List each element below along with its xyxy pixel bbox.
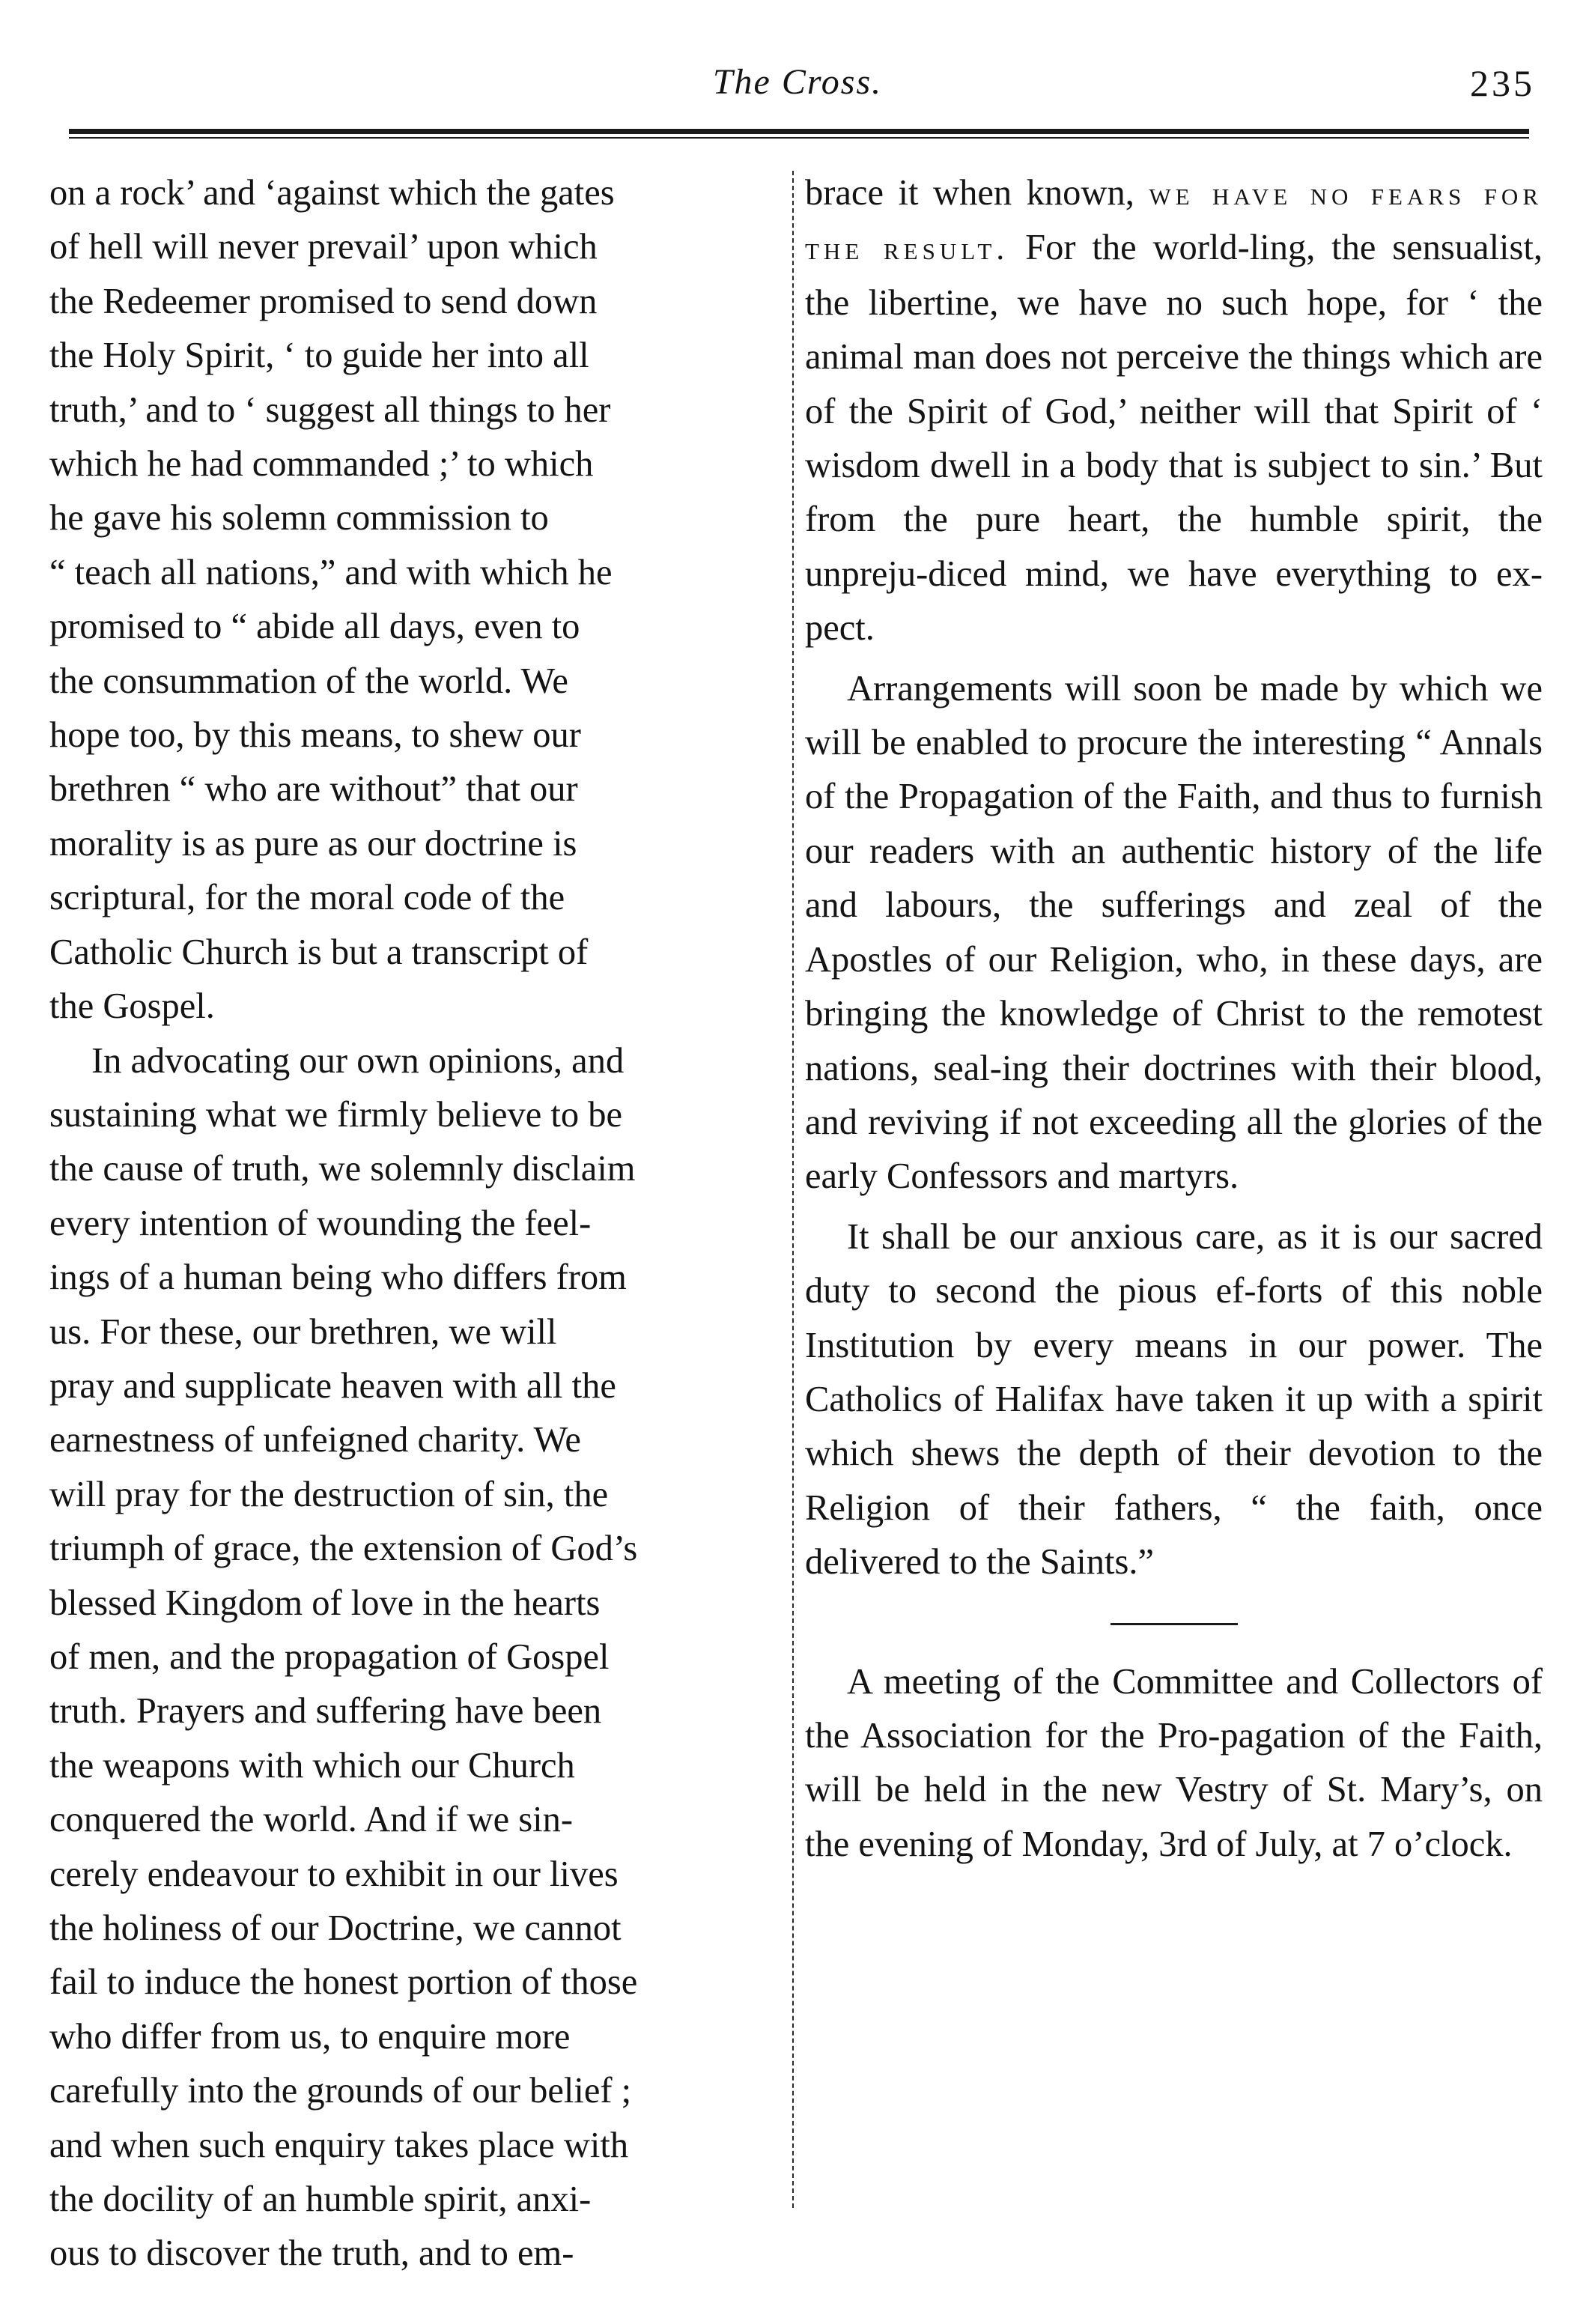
text-line: pray and supplicate heaven with all the [49, 1365, 616, 1406]
text-line: on a rock’ and ‘against which the gates [49, 173, 615, 213]
text-line: which he had commanded ;’ to which [49, 444, 594, 485]
left-paragraph-1 [49, 166, 783, 1034]
text-line: ings of a human being who differs from [49, 1257, 627, 1298]
text-line: ous to discover the truth, and to em- [49, 2233, 574, 2274]
text-line: and when such enquiry takes place with [49, 2125, 629, 2165]
text-line: conquered the world. And if we sin- [49, 1800, 574, 1840]
meeting-notice: A meeting of the Committee and Collectors of the Association for the Pro-pagation of the Faith, will be held in the new Vestry of St. Mary’s, on the evening of Monday, 3rd of July, at 7 o’clock. [805, 1661, 1543, 1864]
running-title: The Cross. [712, 62, 883, 102]
right-paragraph-3: It shall be our anxious care, as it is our sacred duty to second the pious ef-forts of this noble Institution by every means in our power. The Catholics of Halifax have taken it up with a spirit which shews the depth of their devotion to the Religion of their fathers, “ the faith, once delivered to the Saints.” [805, 1216, 1543, 1583]
right-paragraph-2: Arrangements will soon be made by which we will be enabled to procure the interesting “ Annals of the Propagation of the Faith, and thus to furnish our readers with an authentic history of the life and labours, the sufferings and zeal of the Apostles of our Religion, who, in these days, are bringing the knowledge of Christ to the remotest nations, seal-ing their doctrines with their blood, and reviving if not exceeding all the glories of the early Confessors and martyrs. [805, 668, 1543, 1197]
text-line: brethren “ who are without” that our [49, 769, 578, 810]
text-line: carefully into the grounds of our belief ; [49, 2071, 632, 2111]
text-line: the holiness of our Doctrine, we cannot [49, 1908, 622, 1948]
left-column [49, 166, 783, 2281]
text-line: scriptural, for the moral code of the [49, 878, 565, 918]
text-line: of hell will never prevail’ upon which [49, 227, 598, 267]
right-paragraph-1 [805, 166, 1543, 656]
text-line: will pray for the destruction of sin, the [49, 1474, 609, 1514]
text-line: the consummation of the world. We [49, 661, 568, 701]
text-line: triumph of grace, the extension of God’s [49, 1529, 638, 1569]
text-line: hope too, by this means, to shew our [49, 715, 581, 756]
text-line: the docility of an humble spirit, anxi- [49, 2179, 592, 2220]
text-line: the Redeemer promised to send down [49, 281, 598, 321]
text-line: cerely endeavour to exhibit in our lives [49, 1854, 619, 1894]
text-line: of men, and the propagation of Gospel [49, 1636, 610, 1677]
text-line: truth,’ and to ‘ suggest all things to her [49, 389, 611, 430]
text-line: earnestness of unfeigned charity. We [49, 1420, 581, 1460]
text-line: us. For these, our brethren, we will [49, 1311, 557, 1352]
text-line: In advocating our own opinions, and [91, 1040, 625, 1081]
running-head [0, 61, 1595, 114]
emphasis-small-caps: we have no fears for the result. [805, 175, 1543, 267]
text-line: he gave his solemn commission to [49, 498, 549, 538]
text-line: the Holy Spirit, ‘ to guide her into all [49, 336, 589, 376]
text-line: fail to induce the honest portion of those [49, 1962, 638, 2003]
text-line: morality is as pure as our doctrine is [49, 823, 577, 864]
text-line: Catholic Church is but a transcript of [49, 932, 589, 972]
text-line: truth. Prayers and suffering have been [49, 1691, 602, 1732]
paragraph-text: For the world-ling, the sensualist, the libertine, we have no such hope, for ‘ the animal man does not perceive the things which are of the Spirit of God,’ neither will that Spirit of ‘ wisdom dwell in a body that is subject to sin.’ But from the pure heart, the humble spirit, the unpreju-diced mind, we have everything to ex-pect. [805, 228, 1543, 649]
text-line: every intention of wounding the feel- [49, 1203, 592, 1243]
page-number: 235 [1470, 62, 1535, 104]
section-rule [1111, 1623, 1238, 1625]
text-line: promised to “ abide all days, even to [49, 607, 580, 647]
text-line: the weapons with which our Church [49, 1745, 575, 1786]
text-line: sustaining what we firmly believe to be [49, 1094, 623, 1135]
column-divider [792, 171, 794, 2208]
header-rule [69, 129, 1529, 139]
text-line: the Gospel. [49, 986, 215, 1027]
left-paragraph-2 [49, 1034, 783, 2281]
text-line: who differ from us, to enquire more [49, 2016, 571, 2057]
right-column [805, 166, 1543, 1872]
text-line: blessed Kingdom of love in the hearts [49, 1583, 601, 1623]
text-line: “ teach all nations,” and with which he [49, 552, 613, 592]
text-line: the cause of truth, we solemnly disclaim [49, 1149, 636, 1189]
paragraph-text: brace it when known, [805, 173, 1149, 213]
